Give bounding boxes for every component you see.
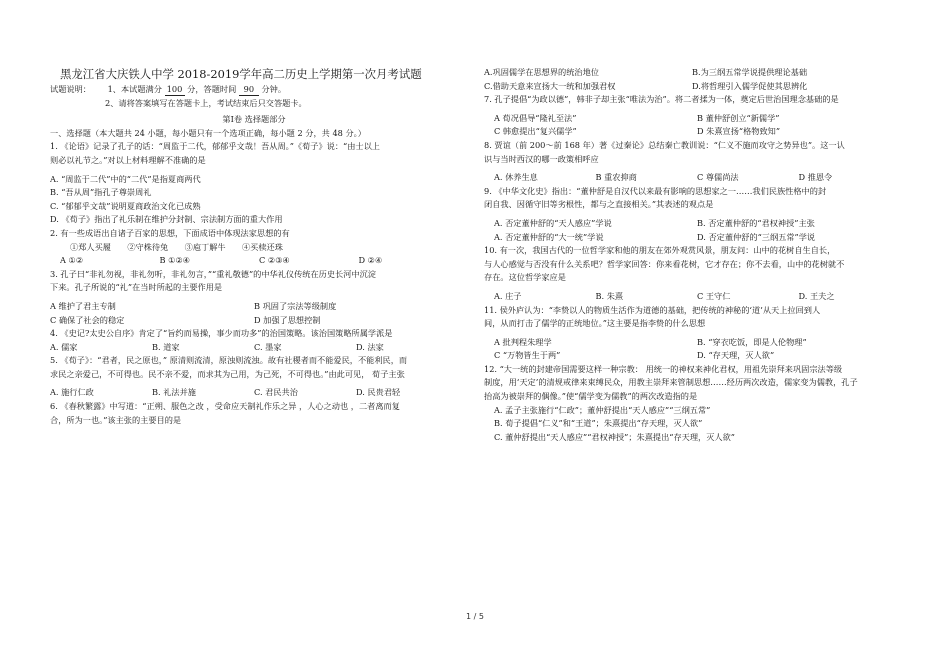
q3-option-b: B 巩固了宗法等级制度 (254, 300, 337, 311)
q9-options-row-2 (484, 231, 900, 245)
part-heading: 第Ⅰ卷 选择题部分 (222, 114, 286, 125)
q2-option-b: B ①②④ (159, 255, 191, 266)
q4-option-b: B. 道家 (152, 341, 180, 352)
page-number: 1 / 5 (466, 612, 484, 621)
q7-option-d: D 朱熹宣扬“格物致知” (697, 126, 781, 137)
q11-option-a: A 批判程朱理学 (494, 336, 552, 347)
q12-option-a: A. 孟子主张施行“仁政”；董仲舒提出“天人感应”“三纲五常” (494, 404, 711, 415)
q5-stem-1: 5. 《荀子》：“君者，民之原也，” 原清则流清，原浊则流浊。故有社稷者而不能爱民，不能利民，而 (50, 355, 408, 366)
q10-option-c: C 王守仁 (697, 290, 731, 301)
q6-stem-2: 合，所为一也。”该主张的主要目的是 (50, 414, 182, 425)
q1-stem-1: 1. 《论语》记录了孔子的话：“周监于二代，郁郁乎文哉！吾从周。”《荀子》说：“由士以上 (50, 141, 380, 152)
notes-label: 试题说明： (50, 84, 91, 94)
q6-option-b: B.为三纲五常学说提供理论基础 (692, 67, 808, 77)
q1-option-b: B. “吾从周”指孔子尊崇周礼 (50, 187, 152, 198)
q10-stem-3: 存在。这位哲学家应是 (484, 272, 566, 283)
notes-1a: 1、本试题满分 (107, 84, 162, 94)
q2-stem: 2. 有一些成语出自诸子百家的思想，下面成语中体现法家思想的有 (50, 227, 290, 238)
q7-option-c: C 韩愈提出“复兴儒学” (494, 126, 577, 137)
q10-stem-2: 与人心感觉与否没有什么关系吧？哲学家回答：你来看花树，它才存在；你不去看，山中的花树就不 (484, 258, 845, 269)
exam-title: 黑龙江省大庆铁人中学 2018-2019学年高二历史上学期第一次月考试题 (60, 67, 422, 81)
q10-options (484, 290, 900, 304)
q11-stem-2: 间，从而打击了儒学的正统地位。”这主要是指李贽的什么思想 (484, 318, 706, 329)
notes-1b: 分，答题时间 (187, 84, 237, 94)
q6-stem-1: 6. 《春秋繁露》中写道：“正朔、服色之改 ，受命应天制礼作乐之异 ，人心之动也 ，二者离而复 (50, 401, 400, 412)
q8-option-b: B 重农抑商 (595, 172, 637, 183)
q5-option-a: A. 施行仁政 (50, 387, 94, 398)
q6-option-d: D.将哲理引入儒学促使其思辨化 (692, 80, 808, 91)
q7-option-a: A 荀况倡导“隆礼至法” (494, 112, 577, 123)
q4-option-c: C. 墨家 (254, 341, 282, 352)
q9-stem-1: 9. 《中华文化史》指出：“董仲舒是自汉代以来最有影响的思想家之一……我们民族性格中的封 (484, 185, 827, 196)
q12-stem-2: 制度，用‘天定’的清规戒律来束缚民众，用教主崇拜来管制思想……经历两次改造，儒家变为儒教，孔子 (484, 377, 858, 388)
q9-option-c: A. 否定董仲舒的“大一统”学说 (494, 231, 604, 242)
q9-options-row-1 (484, 217, 900, 231)
q2-option-c: C ②③④ (259, 255, 290, 266)
q6-options-row-1 (484, 66, 900, 80)
q9-option-b: B. 否定董仲舒的“君权神授”主张 (697, 217, 815, 228)
exam-notes-line-1 (50, 83, 458, 97)
right-column (484, 66, 900, 444)
q4-options (50, 341, 458, 355)
q5-option-b: B. 礼法并施 (152, 387, 196, 398)
q4-option-d: D. 法家 (356, 341, 384, 352)
q12-stem-3: 抬高为被崇拜的偶像。”使“儒学变为儒教”的两次改造指的是 (484, 391, 698, 402)
q11-option-b: B. “穿衣吃饭，即是人伦物理” (697, 336, 807, 347)
exam-notes-line-2: 2、请将答案填写在答题卡上，考试结束后只交答题卡。 (105, 97, 307, 108)
q10-option-b: B. 朱熹 (595, 290, 624, 301)
q3-options-row-1 (50, 300, 458, 314)
q8-stem-1: 8. 贾谊（前 200～前 168 年）著《过秦论》总结秦亡教训说：“仁义不施而攻守之势异也”。这一认 (484, 139, 845, 150)
q7-options-row-1 (484, 112, 900, 126)
q4-option-a: A. 儒家 (50, 341, 78, 352)
q4-stem: 4. 《史记?太史公自序》肯定了“旨约而易操，事少而功多”的治国策略。该治国策略所属学派是 (50, 328, 393, 339)
q1-option-d: D. 《荀子》指出了礼乐制在维护分封制、宗法制方面的重大作用 (50, 214, 283, 225)
q6-option-a: A.巩固儒学在思想界的统治地位 (484, 67, 599, 77)
q11-options-row-1 (484, 336, 900, 350)
q12-option-b: B. 荀子提倡“仁义”和“王道”；朱熹提出“存天理，灭人欲” (494, 418, 703, 429)
q5-option-c: C. 君民共治 (254, 387, 298, 398)
q8-option-d: D 推恩令 (798, 172, 833, 183)
section-heading: 一、选择题（本大题共 24 小题，每小题只有一个选项正确，每小题 2 分，共 48 分。） (50, 127, 366, 138)
q11-option-c: C “万物皆生于两” (494, 350, 561, 361)
full-score: 100 (165, 84, 185, 96)
q10-option-a: A. 庄子 (494, 290, 522, 301)
q8-stem-2: 识与当时西汉的哪一政策相呼应 (484, 153, 599, 164)
notes-1c: 分钟。 (261, 84, 287, 94)
q3-option-d: D 加强了思想控制 (254, 314, 321, 325)
q11-stem-1: 11. 侯外庐认为：“李贽以人的物质生活作为道德的基础，把传统的神秘的‘道’从天上拉回到人 (484, 304, 821, 315)
q8-option-a: A. 休养生息 (494, 172, 538, 183)
q1-stem-2: 则必以礼节之。”对以上材料理解不准确的是 (50, 154, 206, 165)
q2-items: ①郑人买履 ②守株待兔 ③庖丁解牛 ④买椟还珠 (70, 241, 283, 252)
q12-option-c: C. 董仲舒提出“天人感应”“君权神授”；朱熹提出“存天理，灭人欲” (494, 431, 735, 442)
q11-option-d: D. “存天理，灭人欲” (697, 350, 775, 361)
q8-options (484, 171, 900, 185)
q12-stem-1: 12. “大一统的封建帝国需要这样一种宗教： 用统一的神权来神化君权，用祖先崇拜来巩固宗法等级 (484, 363, 843, 374)
q7-options-row-2 (484, 125, 900, 139)
q3-stem-2: 下来。孔子所说的“礼”在当时所起的主要作用是 (50, 282, 223, 293)
q3-stem-1: 3. 孔子曰“非礼勿视，非礼勿听，非礼勿言，”“重礼敬德”的中华礼仪传统在历史长河中沉淀 (50, 268, 376, 279)
exam-time: 90 (239, 84, 259, 96)
q5-option-d: D. 民贵君轻 (356, 387, 401, 398)
q10-option-d: D. 王夫之 (798, 290, 835, 301)
q2-options (50, 254, 458, 268)
q7-option-b: B 董仲舒创立“新儒学” (697, 112, 780, 123)
q3-option-c: C 确保了社会的稳定 (50, 314, 125, 325)
q6-option-c: C.借助天意来宣扬大一统和加强君权 (484, 80, 616, 91)
left-column (50, 66, 458, 427)
q3-option-a: A 维护了君主专制 (50, 300, 116, 311)
q7-stem: 7. 孔子提倡“为政以德”，韩非子却主张“唯法为治”。将二者揉为一体，奠定后世治国理念基础的是 (484, 94, 839, 105)
q9-stem-2: 闭自我、因循守旧等劣根性，都与之直接相关。”其表述的观点是 (484, 199, 714, 210)
q3-options-row-2 (50, 314, 458, 328)
q2-option-a: A ①② (60, 255, 84, 266)
q2-option-d: D ②④ (358, 255, 383, 266)
q6-options-row-2 (484, 80, 900, 94)
q11-options-row-2 (484, 349, 900, 363)
q1-option-c: C. “郁郁乎文哉”说明夏商政治文化已成熟 (50, 200, 201, 211)
q5-stem-2: 求民之亲爱己，不可得也。民不亲不爱，而求其为己用，为己死，不可得也。”由此可见， 荀子主张 (50, 368, 405, 379)
q8-option-c: C 尊儒尚法 (697, 172, 739, 183)
q10-stem-1: 10. 有一次，我国古代的一位哲学家和他的朋友在郊外观赏风景，朋友问：山中的花树自生自长， (484, 245, 836, 256)
q1-option-a: A. “周监于二代”中的“二代”是指夏商两代 (50, 173, 201, 184)
q9-option-d: D. 否定董仲舒的“三纲五常”学说 (697, 231, 816, 242)
q5-options (50, 386, 458, 400)
q9-option-a: A. 否定董仲舒的“天人感应”学说 (494, 217, 612, 228)
